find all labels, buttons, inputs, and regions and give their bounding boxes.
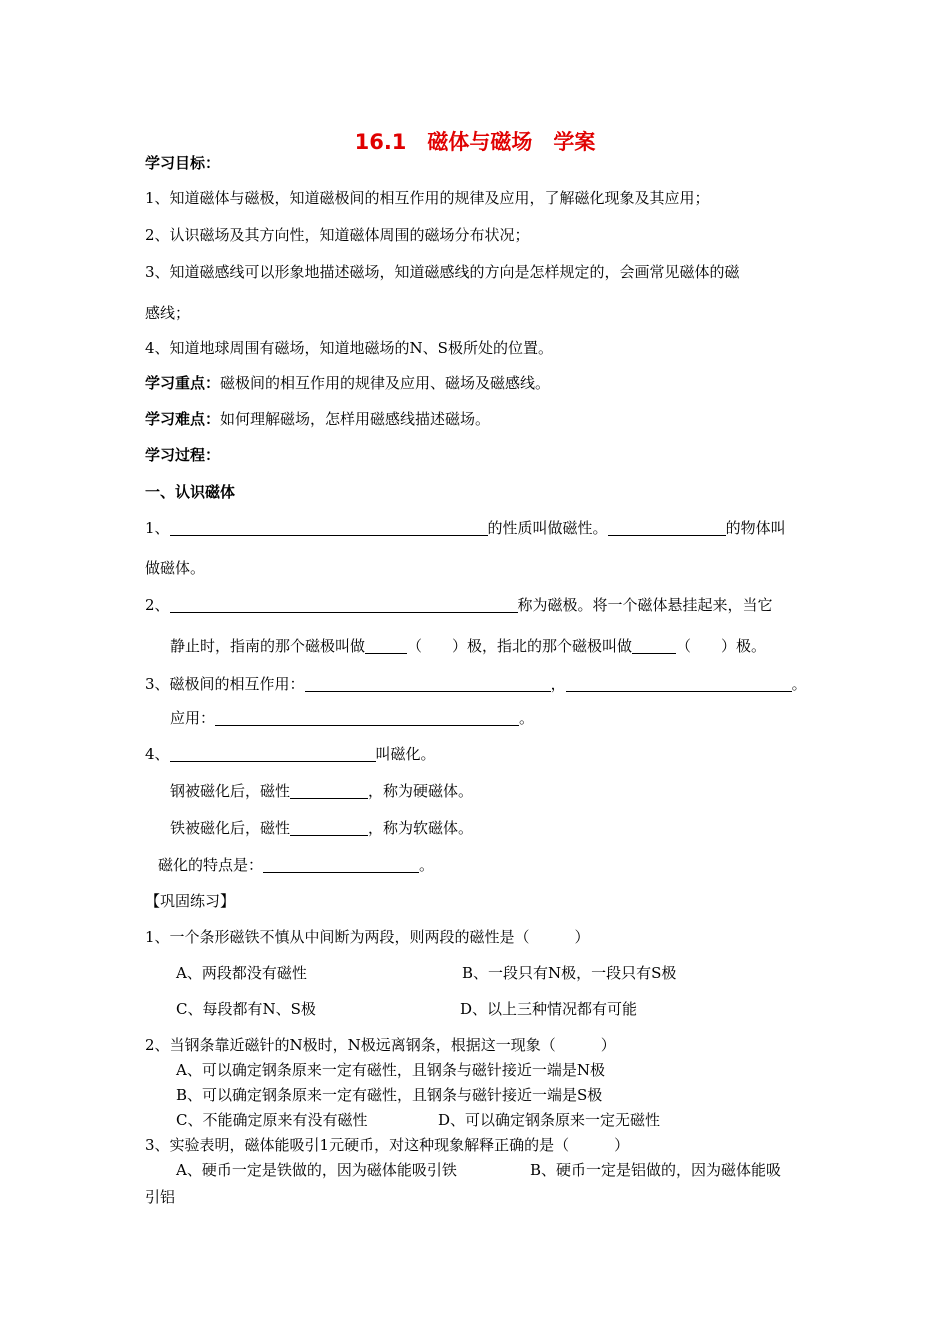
q3-blank-3[interactable]: [215, 709, 519, 726]
q4-steel-a: 钢被磁化后，磁性: [170, 782, 291, 800]
q2-text-1: 称为磁极。将一个磁体悬挂起来，当它: [517, 596, 773, 614]
q4-blank-4[interactable]: [263, 856, 419, 873]
practice-3-option-b-cont: 引铝: [145, 1188, 176, 1206]
practice-2-option-a: A、可以确定钢条原来一定有磁性，且钢条与磁针接近一端是N极: [176, 1061, 605, 1079]
key-points: [145, 373, 550, 393]
practice-1-option-c: C、每段都有N、S极: [176, 1000, 316, 1018]
q3-number: 3、: [145, 675, 170, 693]
q1-text-1: 的性质叫做磁性。: [487, 519, 608, 537]
q2-blank-2[interactable]: [365, 637, 407, 654]
q4-blank-2[interactable]: [290, 782, 368, 799]
goal-4: 4、知道地球周围有磁场，知道地磁场的N、S极所处的位置。: [145, 339, 553, 357]
q4-text-1: 叫磁化。: [375, 745, 436, 763]
practice-1-option-b: B、一段只有N极，一段只有S极: [462, 964, 677, 982]
section-heading: 一、认识磁体: [145, 483, 236, 501]
question-4: [145, 744, 436, 764]
key-label: 学习重点：: [145, 374, 221, 392]
process-label: 学习过程：: [145, 446, 221, 464]
q2-line-2: [170, 636, 766, 656]
q3-separator: ，: [550, 675, 566, 693]
q4-feature-a: 磁化的特点是：: [158, 856, 264, 874]
q1-blank-2[interactable]: [608, 519, 726, 536]
key-text: 磁极间的相互作用的规律及应用、磁场及磁感线。: [220, 374, 551, 392]
q4-iron: [170, 818, 473, 838]
practice-3-option-a: A、硬币一定是铁做的，因为磁体能吸引铁: [176, 1161, 457, 1179]
practice-3-option-b: B、硬币一定是铝做的，因为磁体能吸: [530, 1161, 782, 1179]
q2-blank-3[interactable]: [632, 637, 676, 654]
q1-number: 1、: [145, 519, 170, 537]
q2-blank-1[interactable]: [170, 596, 518, 613]
practice-2-option-d: D、可以确定钢条原来一定无磁性: [438, 1111, 661, 1129]
q4-feature: [158, 855, 434, 875]
goal-3: 3、知道磁感线可以形象地描述磁场，知道磁感线的方向是怎样规定的，会画常见磁体的磁: [145, 263, 740, 281]
q1-blank-1[interactable]: [170, 519, 488, 536]
q4-number: 4、: [145, 745, 170, 763]
practice-1-option-d: D、以上三种情况都有可能: [460, 1000, 638, 1018]
question-1: [145, 518, 786, 538]
goal-1: 1、知道磁体与磁极，知道磁极间的相互作用的规律及应用，了解磁化现象及其应用；: [145, 189, 710, 207]
q4-steel-b: ，称为硬磁体。: [368, 782, 474, 800]
question-2: [145, 595, 773, 615]
q3-blank-1[interactable]: [305, 675, 551, 692]
goals-label: 学习目标：: [145, 154, 221, 172]
difficulty-label: 学习难点：: [145, 410, 221, 428]
practice-2-option-b: B、可以确定钢条原来一定有磁性，且钢条与磁针接近一端是S极: [176, 1086, 603, 1104]
practice-1-question: 1、一个条形磁铁不慎从中间断为两段，则两段的磁性是（ ）: [145, 928, 590, 946]
difficult-points: [145, 409, 490, 429]
practice-2-question: 2、当钢条靠近磁针的N极时，N极远离钢条，根据这一现象（ ）: [145, 1036, 616, 1054]
goal-3-cont: 感线；: [145, 304, 191, 322]
q2-number: 2、: [145, 596, 170, 614]
difficulty-text: 如何理解磁场，怎样用磁感线描述磁场。: [220, 410, 491, 428]
q3-app-end: 。: [519, 709, 535, 727]
q4-steel: [170, 781, 473, 801]
q3-application: [170, 708, 534, 728]
q1-continued: 做磁体。: [145, 559, 206, 577]
q3-text-1: 磁极间的相互作用：: [169, 675, 305, 693]
goal-2: 2、认识磁场及其方向性，知道磁体周围的磁场分布状况；: [145, 226, 530, 244]
q1-text-2: 的物体叫: [725, 519, 786, 537]
q2-text-2a: 静止时，指南的那个磁极叫做: [170, 637, 366, 655]
q2-text-2b: （ ）极，指北的那个磁极叫做: [407, 637, 633, 655]
practice-3-question: 3、实验表明，磁体能吸引1元硬币，对这种现象解释正确的是（ ）: [145, 1136, 630, 1154]
q4-feature-b: 。: [419, 856, 435, 874]
q4-blank-1[interactable]: [170, 745, 376, 762]
page-title: 16.1 磁体与磁场 学案: [354, 130, 596, 154]
practice-2-option-c: C、不能确定原来有没有磁性: [176, 1111, 368, 1129]
q4-blank-3[interactable]: [290, 819, 368, 836]
q3-app-label: 应用：: [170, 709, 216, 727]
question-3: [145, 674, 807, 694]
practice-1-option-a: A、两段都没有磁性: [176, 964, 307, 982]
q2-text-2c: （ ）极。: [676, 637, 767, 655]
q3-end: 。: [791, 675, 807, 693]
q4-iron-b: ，称为软磁体。: [368, 819, 474, 837]
q3-blank-2[interactable]: [566, 675, 792, 692]
practice-label: 【巩固练习】: [145, 892, 236, 910]
q4-iron-a: 铁被磁化后，磁性: [170, 819, 291, 837]
